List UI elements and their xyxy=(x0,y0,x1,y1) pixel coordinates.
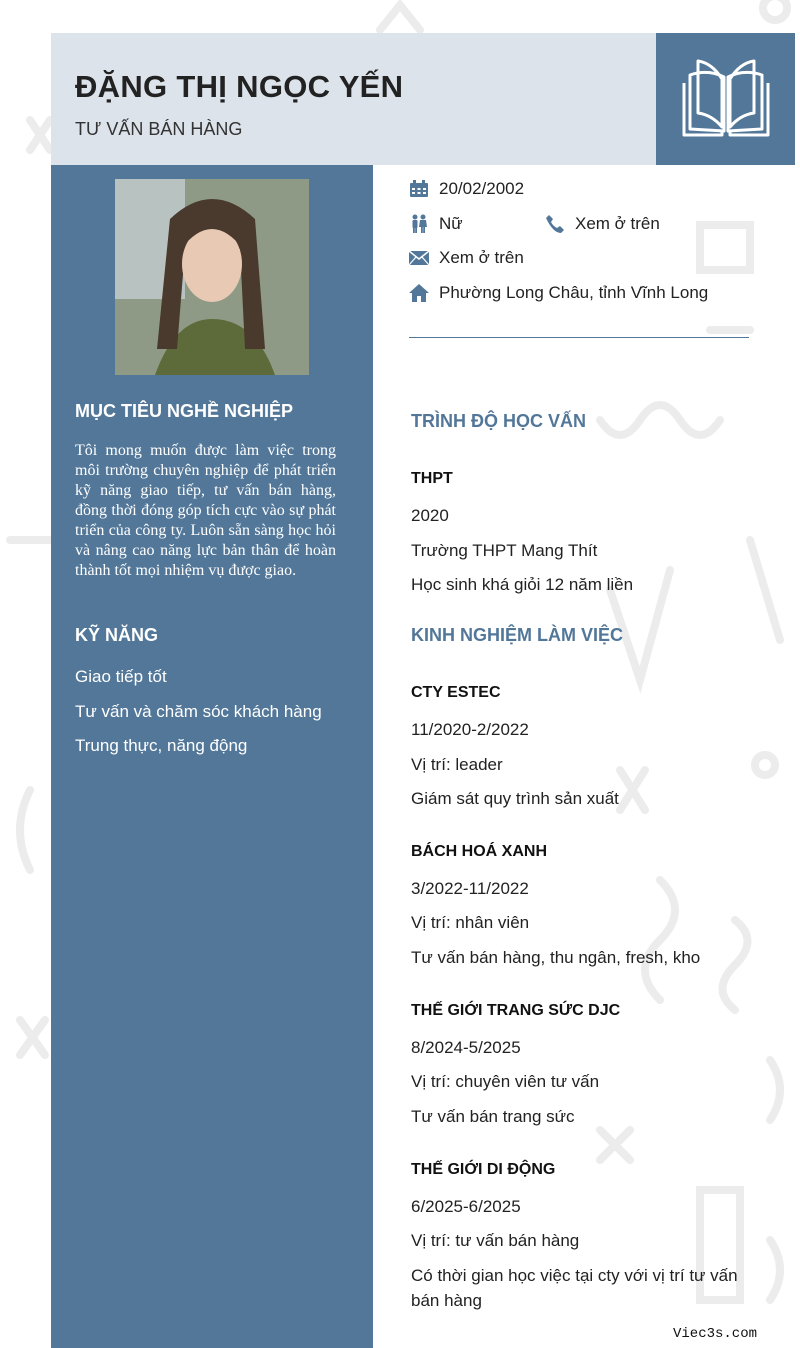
education-period: 2020 xyxy=(411,506,449,525)
resume-page xyxy=(51,33,795,1348)
profile-photo-placeholder xyxy=(115,179,309,375)
resume-header xyxy=(51,33,656,165)
email-text: Xem ở trên xyxy=(439,248,524,267)
phone-icon xyxy=(545,214,565,234)
address-text: Phường Long Châu, tỉnh Vĩnh Long xyxy=(439,283,709,302)
experience-period: 11/2020-2/2022 xyxy=(411,720,529,739)
experience-position: Vị trí: chuyên viên tư vấn xyxy=(411,1072,600,1091)
site-watermark: Viec3s.com xyxy=(673,1326,758,1342)
experience-period: 8/2024-5/2025 xyxy=(411,1038,521,1057)
contact-address xyxy=(409,283,708,303)
education-heading: TRÌNH ĐỘ HỌC VẤN xyxy=(411,411,586,431)
experience-position: Vị trí: nhân viên xyxy=(411,913,530,932)
skills-heading: KỸ NĂNG xyxy=(75,625,159,645)
experience-description: Tư vấn bán trang sức xyxy=(411,1107,575,1126)
objective-text: Tôi mong muốn được làm việc trong môi trường chuyên nghiệp để phát triển kỹ năng giao tiếp, tư vấn bán hàng, đồng thời đóng góp tích cực vào sự phát triển của công ty. Luôn sẵn sàng học hỏi và nâng cao năng lực bản thân để hoàn thành tốt mọi nhiệm vụ được giao. xyxy=(75,442,336,579)
contact-email xyxy=(409,248,524,268)
experience-period: 6/2025-6/2025 xyxy=(411,1197,521,1216)
profile-photo xyxy=(115,179,309,375)
skill-item: Tư vấn và chăm sóc khách hàng xyxy=(75,702,322,721)
education-note: Học sinh khá giỏi 12 năm liền xyxy=(411,575,634,594)
sidebar xyxy=(51,165,373,1348)
main-column xyxy=(373,165,795,1348)
header-icon-box xyxy=(656,33,795,165)
experience-company: THẾ GIỚI DI ĐỘNG xyxy=(411,1161,556,1178)
experience-company: THẾ GIỚI TRANG SỨC DJC xyxy=(411,1002,621,1019)
experience-company: BÁCH HOÁ XANH xyxy=(411,843,547,860)
calendar-icon xyxy=(409,179,429,199)
experience-period: 3/2022-11/2022 xyxy=(411,879,529,898)
book-icon xyxy=(678,53,774,145)
home-icon xyxy=(409,283,429,303)
contact-divider xyxy=(409,337,749,338)
job-title: TƯ VẤN BÁN HÀNG xyxy=(75,119,243,139)
gender-icon xyxy=(409,214,429,234)
contact-birthday xyxy=(409,179,524,199)
candidate-name: ĐẶNG THỊ NGỌC YẾN xyxy=(75,69,404,104)
email-icon xyxy=(409,248,429,268)
education-school: Trường THPT Mang Thít xyxy=(411,541,598,560)
experience-description: Tư vấn bán hàng, thu ngân, fresh, kho xyxy=(411,948,701,967)
experience-company: CTY ESTEC xyxy=(411,684,501,701)
skill-item: Giao tiếp tốt xyxy=(75,667,167,686)
experience-position: Vị trí: tư vấn bán hàng xyxy=(411,1231,580,1250)
experience-description: Có thời gian học việc tại cty với vị trí tư vấn bán hàng xyxy=(411,1266,738,1310)
experience-heading: KINH NGHIỆM LÀM VIỆC xyxy=(411,625,624,645)
objective-heading: MỤC TIÊU NGHỀ NGHIỆP xyxy=(75,401,294,421)
phone-text: Xem ở trên xyxy=(575,214,660,233)
contact-phone xyxy=(545,214,660,234)
birthday-text: 20/02/2002 xyxy=(439,179,525,198)
gender-text: Nữ xyxy=(439,214,463,233)
experience-position: Vị trí: leader xyxy=(411,755,503,774)
skill-item: Trung thực, năng động xyxy=(75,736,248,755)
education-title: THPT xyxy=(411,470,453,487)
experience-description: Giám sát quy trình sản xuất xyxy=(411,789,619,808)
contact-gender xyxy=(409,214,463,234)
